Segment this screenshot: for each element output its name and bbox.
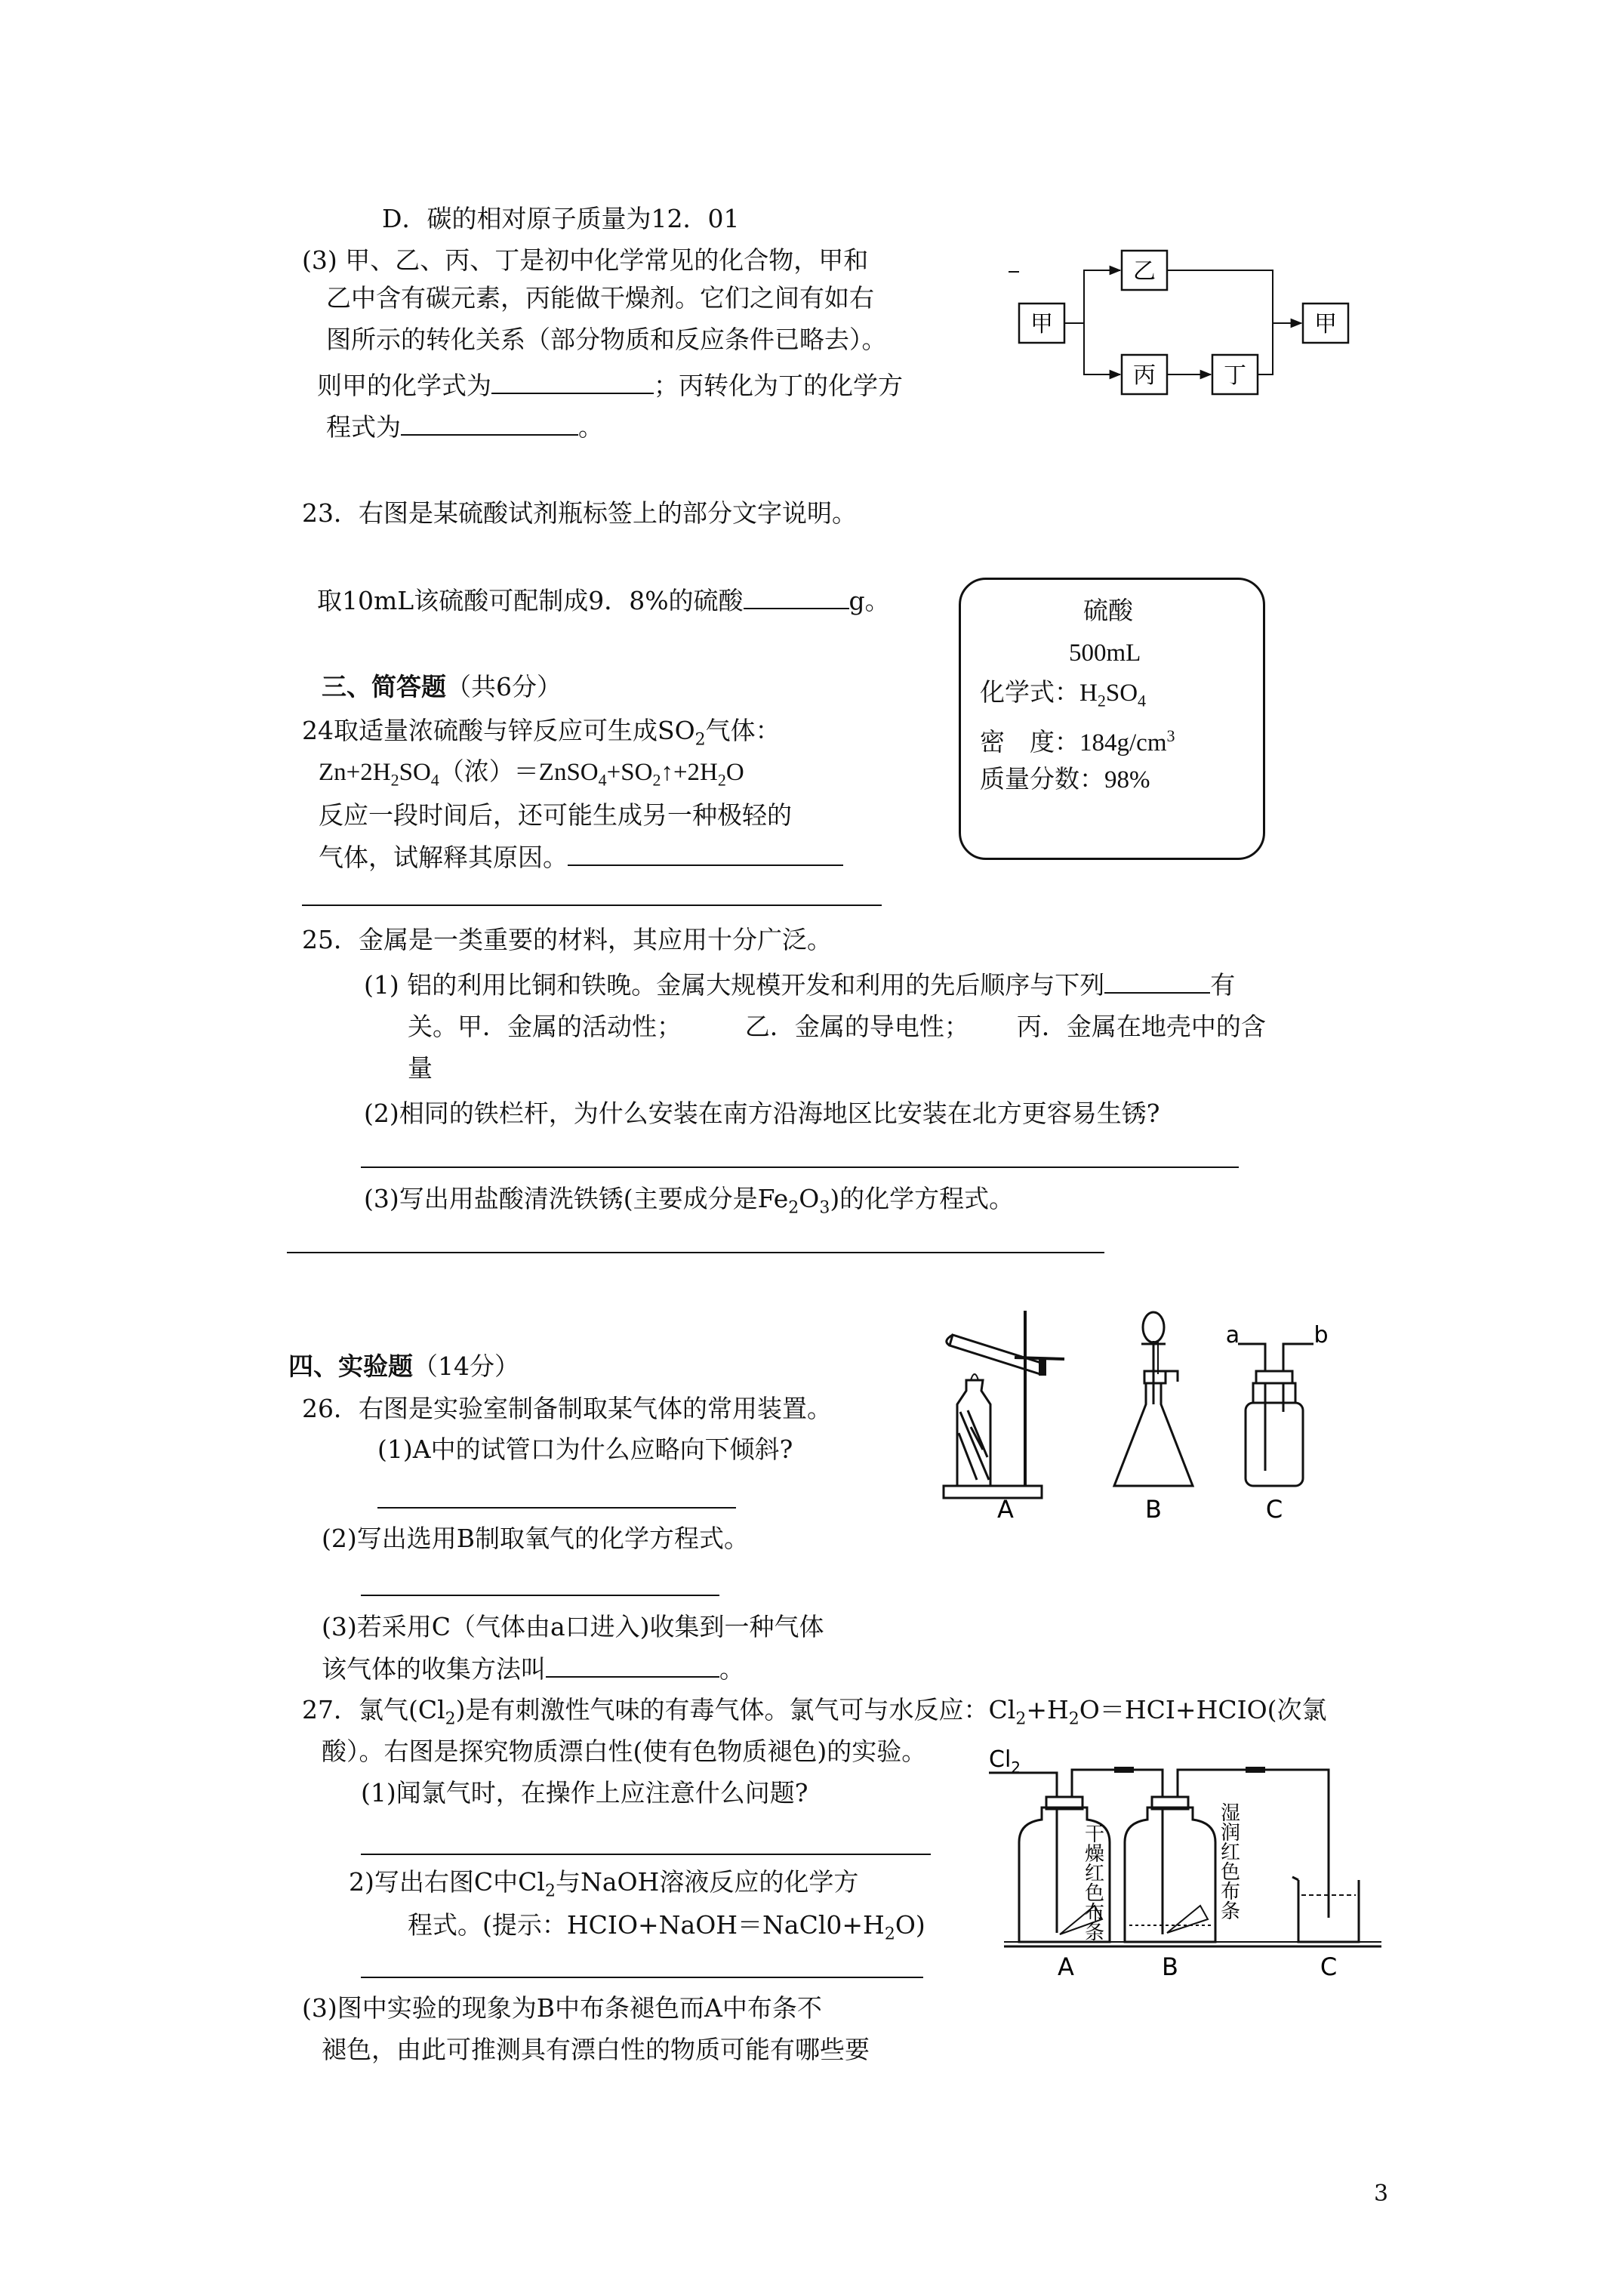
q27-p2-l2-a: 程式。(提示：HCIO+NaOH＝NaCl0+H (408, 1910, 885, 1940)
section4-title: 四、实验题 (288, 1351, 413, 1381)
q27-p2-b: 与NaOH溶液反应的化学方 (555, 1867, 859, 1897)
dry-cloth-label-char: 干 (1084, 1823, 1105, 1846)
q22-p3-line4 (317, 370, 903, 401)
node-jia-left: 甲 (1030, 311, 1053, 337)
q27-p2-l2-s: 2 (884, 1925, 895, 1944)
q22-p3-line4-tail: ；丙转化为丁的化学方 (654, 371, 903, 400)
eq-zn: Zn+2H (319, 759, 391, 786)
q24-line1-sub: 2 (694, 730, 706, 750)
section4-score: （14分） (413, 1351, 519, 1381)
q22-p3-line5-text: 程式为 (326, 412, 401, 442)
q27-p3-line2: 褪色，由此可推测具有漂白性的物质可能有哪些要 (322, 2035, 870, 2064)
q27-line1-d: O＝HCI+HCIO(次氯 (1079, 1695, 1327, 1724)
answer-blank-order[interactable] (1104, 969, 1210, 994)
q27-line2: 酸）。右图是探究物质漂白性(使有色物质褪色)的实验。 (322, 1737, 927, 1766)
wet-cloth-label-char: 润 (1220, 1822, 1241, 1845)
eq-s2: 4 (430, 770, 439, 790)
dry-cloth-label-char: 红 (1084, 1863, 1105, 1885)
figure-label-a: A (997, 1495, 1014, 1524)
q26-p3-line2-text: 该气体的收集方法叫 (322, 1654, 546, 1684)
apparatus-a (944, 1311, 1064, 1498)
q25-p1-line2: 关。甲．金属的活动性； 乙．金属的导电性； 丙．金属在地壳中的含 (408, 1012, 1266, 1041)
wet-cloth-label-char: 布 (1220, 1881, 1241, 1903)
q25-p1-line1 (364, 969, 1235, 1000)
q25-p3-b: )的化学方程式。 (830, 1184, 1015, 1213)
q24-line1 (302, 716, 781, 756)
page-number: 3 (1374, 2180, 1389, 2207)
section4-heading (288, 1351, 519, 1382)
q27-line1-a: 27．氯气(Cl (302, 1695, 445, 1724)
q25-p3-o: O (799, 1184, 820, 1213)
q26-p3-line2 (322, 1653, 744, 1684)
figure-label-b: B (1145, 1495, 1162, 1524)
label-formula (980, 678, 1146, 717)
eq-end: ↑+2H (661, 759, 718, 786)
q25-p3 (364, 1184, 1014, 1224)
wet-cloth-label-char: 色 (1220, 1861, 1241, 1884)
eq-so4: SO (399, 759, 431, 786)
label-name: 硫酸 (1083, 598, 1133, 625)
eq-mid: （浓）＝ZnSO (439, 759, 599, 786)
wet-cloth-label (1221, 1802, 1240, 1923)
cl2-label: $Cl_2$ (989, 1746, 1021, 1777)
q25-p1-line3: 量 (408, 1053, 433, 1083)
section3-heading (322, 672, 562, 702)
answer-blank-collect[interactable] (546, 1653, 719, 1678)
answer-line-q27-1[interactable] (361, 1854, 931, 1855)
answer-blank-formula[interactable] (491, 370, 654, 394)
q27-p2-a: 2)写出右图C中Cl (349, 1867, 545, 1897)
eq-so2: +SO (606, 759, 653, 786)
q22-p3-line4-text: 则甲的化学式为 (317, 371, 491, 400)
q26-p2: (2)写出选用B制取氧气的化学方程式。 (322, 1524, 749, 1553)
q24-line4 (319, 842, 843, 873)
q26-p3-line2-tail: 。 (719, 1654, 744, 1684)
answer-line-q26-1[interactable] (377, 1507, 736, 1509)
eq-s3: 4 (598, 770, 607, 790)
exp-label-b: B (1162, 1952, 1178, 1981)
q24-equation (319, 757, 744, 796)
dry-cloth-label-char: 色 (1084, 1882, 1105, 1905)
figure-label-c: C (1265, 1495, 1283, 1524)
q25-p1-text: (1) 铝的利用比铜和铁晚。金属大规模开发和利用的先后顺序与下列 (364, 970, 1105, 1000)
dry-cloth-label-char: 布 (1084, 1902, 1105, 1925)
q26-p3-line1: (3)若采用C（气体由a口进入)收集到一种气体 (322, 1612, 824, 1641)
node-yi: 乙 (1133, 258, 1156, 285)
label-density-value: 184g/cm (1079, 729, 1167, 757)
q27-line1-b: )是有刺激性气味的有毒气体。氯气可与水反应：Cl (455, 1695, 1016, 1724)
label-formula-so: SO (1105, 680, 1138, 707)
wet-cloth-label-char: 湿 (1220, 1802, 1241, 1825)
answer-blank-mass[interactable] (744, 585, 849, 609)
q27-p3-line1: (3)图中实验的现象为B中布条褪色而A中布条不 (302, 1993, 822, 2023)
q24-line1-b: 气体： (705, 716, 781, 745)
section3-title: 三、简答题 (322, 672, 446, 701)
q27-p2-line1 (349, 1867, 858, 1907)
eq-s5: 2 (717, 770, 726, 790)
q25-p2: (2)相同的铁栏杆，为什么安装在南方沿海地区比安装在北方更容易生锈? (364, 1099, 1160, 1128)
arrow-yi-jia (1167, 270, 1273, 323)
section3-score: （共6分） (446, 672, 562, 701)
q27-p2-l2-b: O) (895, 1910, 925, 1940)
q25-p1-tail: 有 (1210, 970, 1236, 1000)
q27-p1: (1)闻氯气时，在操作上应注意什么问题? (361, 1778, 808, 1808)
label-formula-h: H (1079, 680, 1098, 707)
q24-line1-a: 24取适量浓硫酸与锌反应可生成SO (302, 716, 695, 745)
q25-p3-s2: 3 (819, 1198, 830, 1218)
q26-title: 26．右图是实验室制备制取某气体的常用装置。 (302, 1394, 832, 1423)
port-a-label: a (1225, 1322, 1240, 1348)
q23-line-text: 取10mL该硫酸可配制成9．8%的硫酸 (317, 586, 744, 615)
apparatus-c (1238, 1344, 1313, 1486)
exp-label-a: A (1058, 1952, 1074, 1981)
q24-line3: 反应一段时间后，还可能生成另一种极轻的 (319, 800, 792, 830)
label-density-sup: 3 (1166, 726, 1175, 745)
answer-line-q25-3[interactable] (287, 1252, 1104, 1253)
q24-line4-text: 气体，试解释其原因。 (319, 843, 568, 872)
q23-line-unit: g。 (848, 586, 890, 615)
arrow-jia-bing (1084, 323, 1120, 374)
label-volume: 500mL (1069, 639, 1141, 667)
label-density-prefix: 密 度： (980, 729, 1079, 757)
apparatus-b (1114, 1312, 1193, 1486)
q23-line (317, 585, 890, 616)
q22-p3-line3: 图所示的转化关系（部分物质和反应条件已略去）。 (326, 325, 887, 354)
node-ding: 丁 (1224, 362, 1246, 389)
q27-line1 (302, 1695, 1327, 1735)
label-formula-h-sub: 2 (1097, 691, 1106, 710)
conversion-diagram (1002, 242, 1365, 408)
q27-p2-line2 (408, 1910, 925, 1950)
label-formula-so-sub: 4 (1138, 691, 1147, 710)
answer-line-q26-2[interactable] (361, 1595, 719, 1596)
label-density (980, 721, 1175, 758)
q22-p3-line5-tail: 。 (578, 412, 603, 442)
dry-cloth-label-char: 条 (1084, 1922, 1105, 1944)
node-bing: 丙 (1133, 362, 1156, 389)
label-formula-prefix: 化学式： (980, 680, 1079, 707)
dry-cloth-label (1085, 1823, 1104, 1944)
q27-line1-s3: 2 (1068, 1709, 1079, 1729)
dry-cloth-label-char: 燥 (1084, 1843, 1105, 1866)
q27-line1-s2: 2 (1015, 1709, 1027, 1729)
q22-option-d: D．碳的相对原子质量为12．01 (382, 204, 740, 233)
apparatus-figure (936, 1299, 1344, 1525)
q23-title: 23．右图是某硫酸试剂瓶标签上的部分文字说明。 (302, 498, 857, 528)
eq-o: O (725, 759, 744, 786)
answer-line-q27-2[interactable] (361, 1977, 923, 1978)
chlorine-experiment-figure (981, 1744, 1389, 1986)
q22-p3-line1: (3) 甲、乙、丙、丁是初中化学常见的化合物，甲和 (302, 245, 869, 275)
q26-p1: (1)A中的试管口为什么应略向下倾斜? (377, 1435, 793, 1464)
q27-p2-s: 2 (544, 1881, 556, 1901)
label-mass-fraction: 质量分数：98% (980, 766, 1150, 794)
arrow-jia-yi (1064, 270, 1120, 323)
wet-cloth-label-char: 条 (1220, 1900, 1241, 1923)
q27-line1-c: +H (1026, 1695, 1069, 1724)
port-b-label: b (1313, 1322, 1329, 1348)
q27-line1-s1: 2 (445, 1709, 456, 1729)
q25-p3-s1: 2 (788, 1198, 799, 1218)
beaker-c (1292, 1877, 1359, 1942)
node-jia-right: 甲 (1314, 311, 1337, 337)
q25-title: 25．金属是一类重要的材料，其应用十分广泛。 (302, 925, 832, 954)
q22-p3-line5 (326, 411, 603, 442)
q22-p3-line2: 乙中含有碳元素，丙能做干燥剂。它们之间有如右 (326, 283, 874, 313)
answer-blank-reason[interactable] (568, 842, 843, 866)
q25-p3-a: (3)写出用盐酸清洗铁锈(主要成分是Fe (364, 1184, 789, 1213)
arrow-ding-jia (1258, 323, 1273, 374)
answer-line-q24[interactable] (302, 905, 882, 906)
answer-blank-equation[interactable] (401, 411, 578, 436)
wet-cloth-label-char: 红 (1220, 1841, 1241, 1864)
eq-s4: 2 (652, 770, 661, 790)
eq-s1: 2 (390, 770, 399, 790)
answer-line-q25-2[interactable] (361, 1166, 1239, 1168)
exp-label-c: C (1320, 1952, 1338, 1981)
